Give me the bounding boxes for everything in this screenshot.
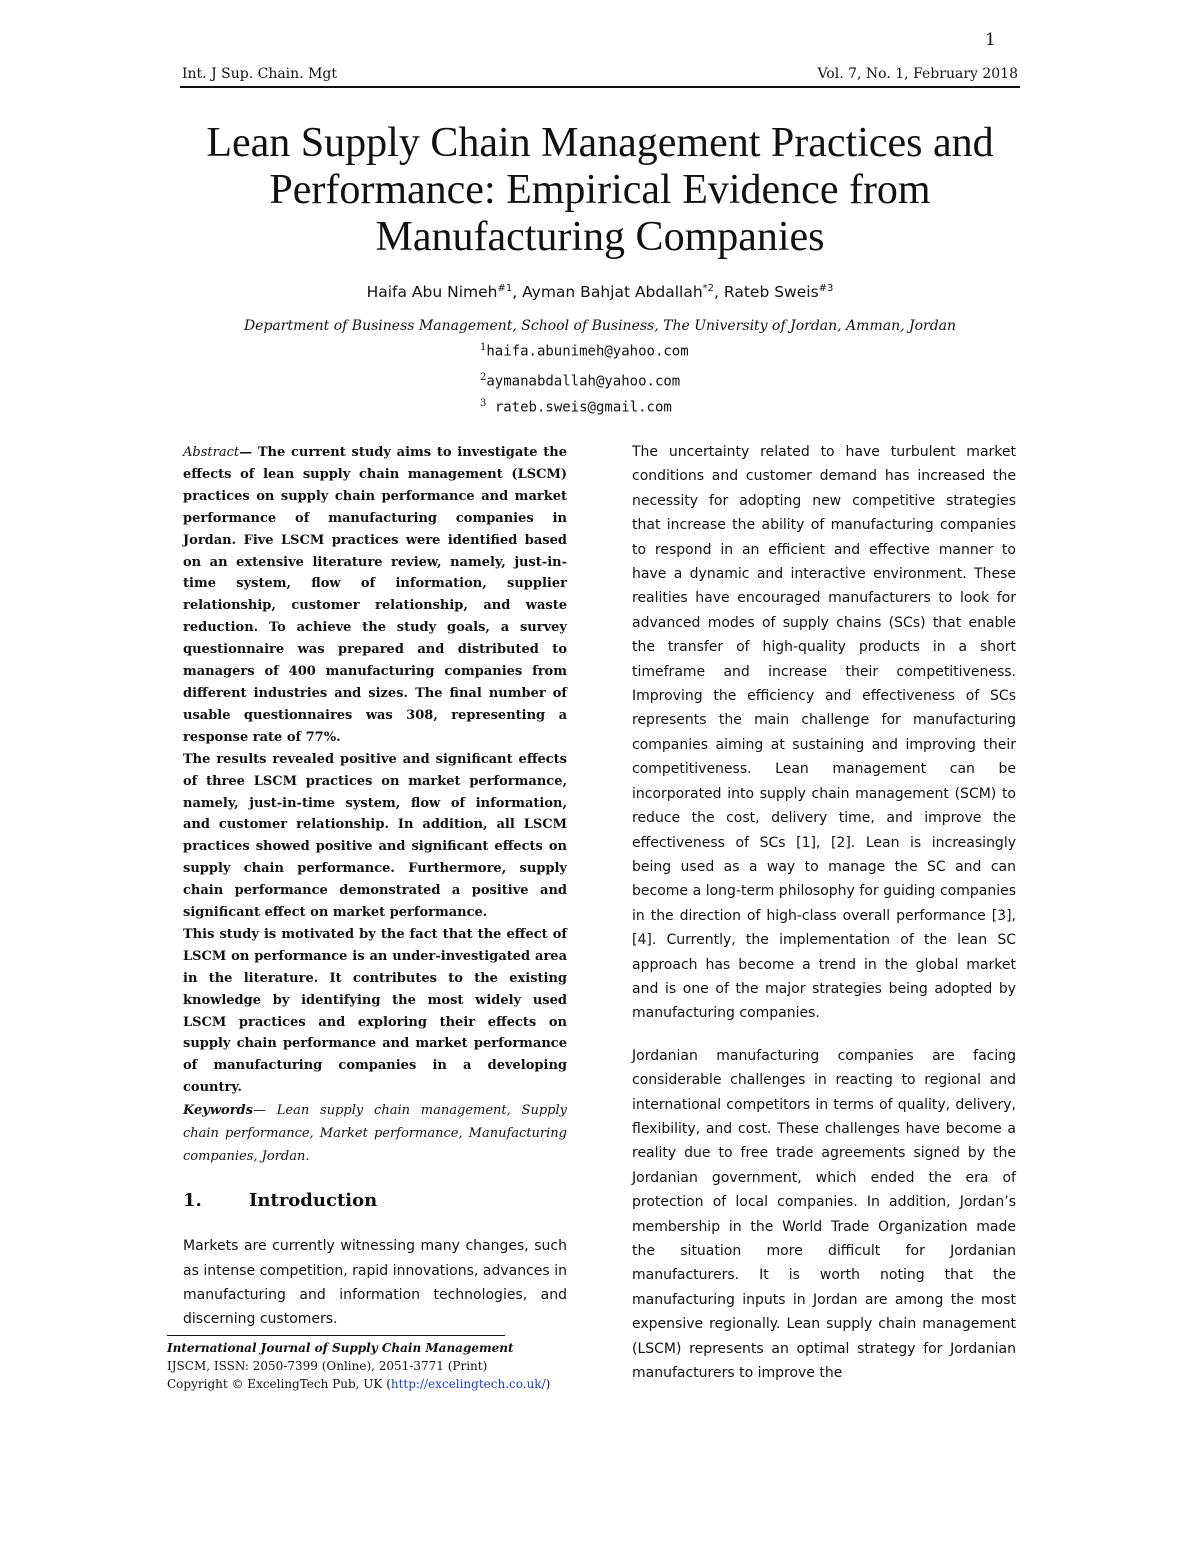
abstract-paragraph-2: The results revealed positive and significant effects of three LSCM practices on market performance, namely, just-in-time system, flow of information, and customer relationship. In addition, all LSCM practices showed positive and significant effects on supply chain performance. Furthermore, supply chain performance demonstrated a positive and significant effect on market performance.: [183, 751, 567, 921]
author-mark: #1: [497, 283, 513, 294]
footnote-issn: IJSCM, ISSN: 2050-7399 (Online), 2051-3771 (Print): [167, 1359, 488, 1373]
abstract: [183, 442, 567, 1099]
header-rule: [180, 86, 1020, 88]
abstract-paragraph-1: [183, 442, 567, 749]
right-column: [632, 440, 1016, 1385]
email-line: [480, 372, 680, 390]
author-name: Haifa Abu Nimeh: [366, 283, 498, 302]
abstract-dash: —: [239, 445, 258, 460]
keywords: [183, 1099, 567, 1168]
email-index: 1: [480, 342, 487, 353]
authors-line: Haifa Abu Nimeh$^{\#1}$, Ayman Bahjat Abdallah$^{*2}$, Rateb Sweis$^{\#3}$: [366, 283, 834, 302]
section-number: 1.: [183, 1190, 202, 1212]
footnote-journal: International Journal of Supply Chain Management: [167, 1341, 514, 1355]
left-column: [183, 442, 567, 1332]
author-name: Ayman Bahjat Abdallah: [522, 283, 703, 302]
abstract-paragraph-3: This study is motivated by the fact that the effect of LSCM on performance is an under-investigated area in the literature. It contributes to the existing knowledge by identifying the most widely used LSCM practices and exploring their effects on supply chain performance and market performance of manufacturing companies in a developing country.: [183, 926, 567, 1096]
keywords-label: Keywords: [183, 1103, 253, 1119]
header-volume: Vol. 7, No. 1, February 2018: [817, 66, 1018, 82]
affiliation: Department of Business Management, School of Business, The University of Jordan, Amman, Jordan: [243, 318, 957, 334]
paper-title: Lean Supply Chain Management Practices and Performance: Empirical Evidence from Manufacturing Companies: [206, 120, 994, 260]
section-heading: [183, 1190, 567, 1214]
header-journal: Int. J Sup. Chain. Mgt: [182, 66, 337, 82]
section-title: Introduction: [249, 1190, 378, 1212]
abstract-label: Abstract: [183, 445, 240, 460]
author-name: Rateb Sweis: [723, 283, 819, 302]
intro-paragraph-right-1: The uncertainty related to have turbulent market conditions and customer demand has increased the necessity for adopting new competitive strategies that increase the ability of manufacturing companies to respond in an efficient and effective manner to have a dynamic and interactive environment. These realities have encouraged manufacturers to look for advanced modes of supply chains (SCs) that enable the transfer of high-quality products in a short timeframe and increase their competitiveness. Improving the efficiency and effectiveness of SCs represents the main challenge for manufacturing companies aiming at sustaining and improving their competitiveness. Lean management can be incorporated into supply chain management (SCM) to reduce the cost, delivery time, and improve the effectiveness of SCs [1], [2]. Lean is increasingly being used as a way to manage the SC and can become a long-term philosophy for guiding companies in the direction of high-class overall performance [3], [4]. Currently, the implementation of the lean SC approach has become a trend in the global market and is one of the major strategies being adopted by manufacturing companies.: [632, 444, 1016, 1022]
footnote-copyright-line: [167, 1375, 587, 1393]
email-index: 2: [480, 372, 487, 383]
footnote-rule: [167, 1335, 505, 1336]
email-address: aymanabdallah@yahoo.com: [486, 373, 681, 390]
email-index: 3: [480, 398, 487, 409]
intro-paragraph-left: Markets are currently witnessing many changes, such as intense competition, rapid innovations, advances in manufacturing and information technologies, and discerning customers.: [183, 1238, 567, 1328]
footnote-paren-open: (: [382, 1377, 391, 1391]
email-address: haifa.abunimeh@yahoo.com: [486, 343, 689, 360]
journal-footnote: [167, 1335, 587, 1393]
author-mark: *2: [702, 283, 715, 294]
email-line: [480, 342, 689, 360]
abstract-text-1: The current study aims to investigate the effects of lean supply chain management (LSCM) practices on supply chain performance and market performance of manufacturing companies in Jordan. Five LSCM practices were identified based on an extensive literature review, namely, just-in-time system, flow of information, supplier relationship, customer relationship, and waste reduction. To achieve the study goals, a survey questionnaire was prepared and distributed to managers of 400 manufacturing companies from different industries and sizes. The final number of usable questionnaires was 308, representing a response rate of 77%.: [183, 445, 567, 745]
author-mark: #3: [818, 283, 834, 294]
email-line: [480, 398, 672, 416]
footnote-copyright: Copyright © ExcelingTech Pub, UK: [167, 1377, 383, 1391]
footnote-link[interactable]: http://excelingtech.co.uk/: [390, 1377, 546, 1391]
footnote-paren-close: ): [545, 1377, 551, 1391]
keywords-text: Lean supply chain management, Supply chain performance, Market performance, Manufacturing companies, Jordan.: [183, 1103, 567, 1165]
intro-paragraph-right-2: Jordanian manufacturing companies are facing considerable challenges in reacting to regional and international competitors in terms of quality, delivery, flexibility, and cost. These challenges have become a reality due to free trade agreements signed by the Jordanian government, which ended the era of protection of local companies. In addition, Jordan’s membership in the World Trade Organization made the situation more difficult for Jordanian manufacturers. It is worth noting that the manufacturing inputs in Jordan are among the most expensive regionally. Lean supply chain management (LSCM) represents an optimal strategy for Jordanian manufacturers to improve the: [632, 1047, 1016, 1382]
keywords-dash: —: [252, 1103, 277, 1119]
page-number: 1: [985, 30, 996, 50]
email-address: rateb.sweis@gmail.com: [494, 399, 672, 416]
